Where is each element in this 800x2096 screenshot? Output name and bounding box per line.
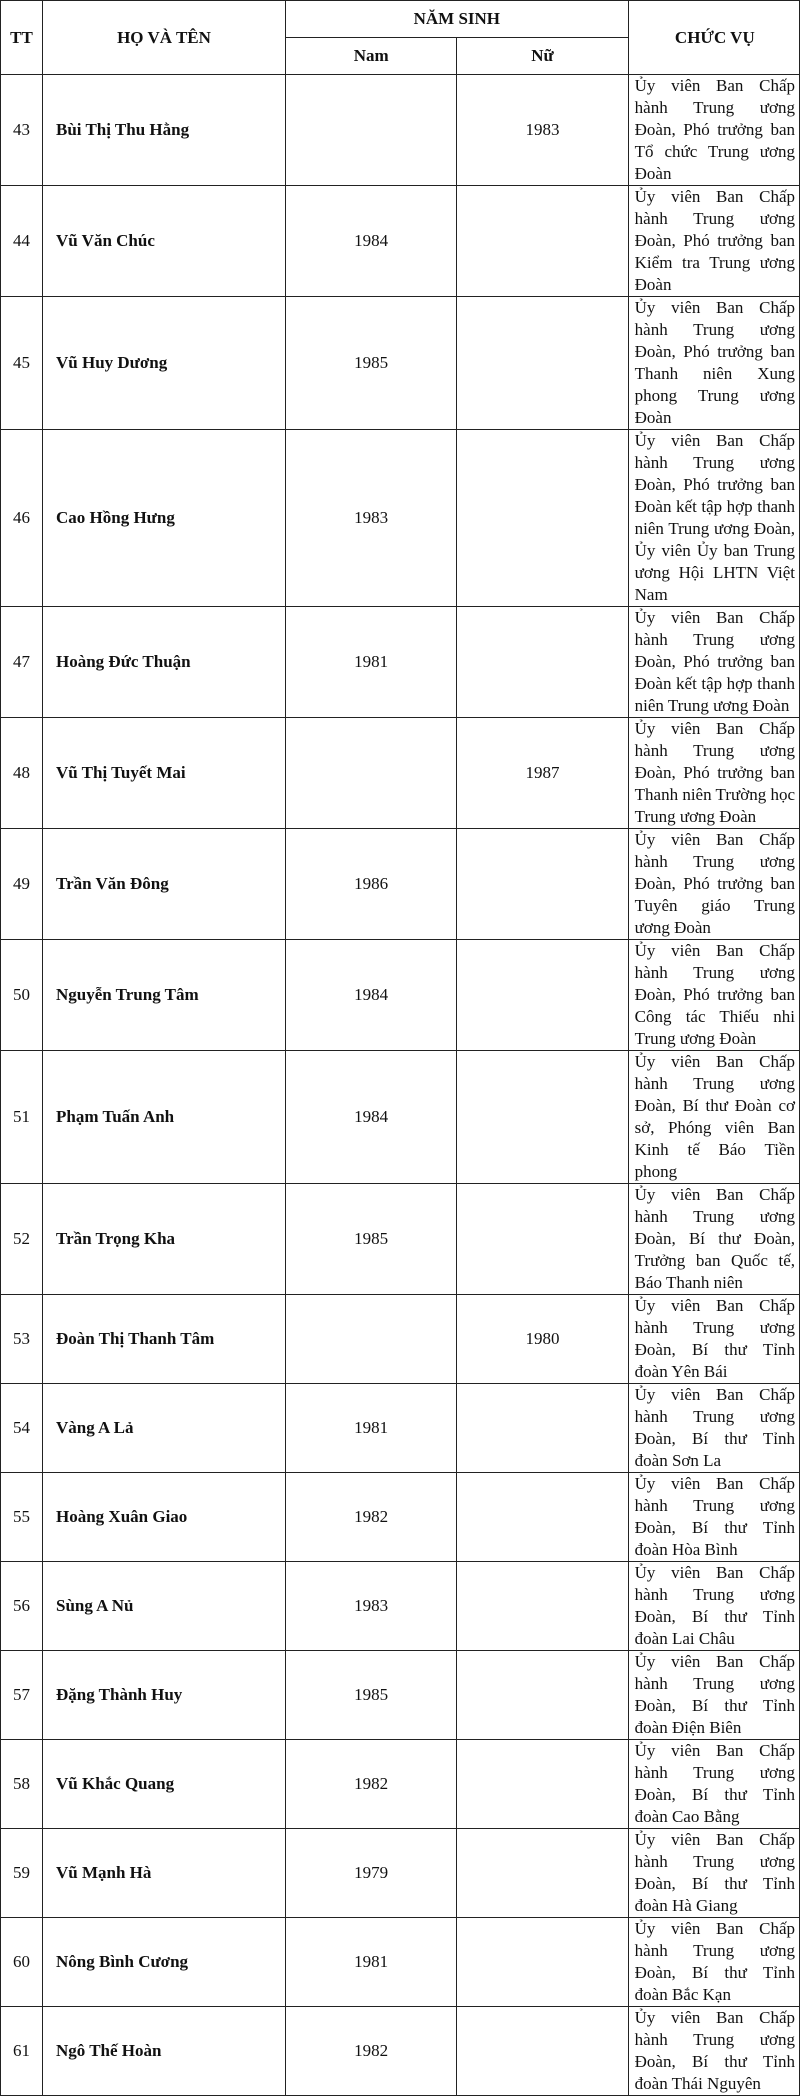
row-name: Đoàn Thị Thanh Tâm bbox=[43, 1295, 286, 1384]
row-position: Ủy viên Ban Chấp hành Trung ương Đoàn, Phó trưởng ban Công tác Thiếu nhi Trung ương Đoàn bbox=[628, 940, 799, 1051]
table-row bbox=[1, 940, 800, 1051]
table-row bbox=[1, 1740, 800, 1829]
row-tt: 61 bbox=[1, 2007, 43, 2096]
table-row bbox=[1, 1184, 800, 1295]
table-row bbox=[1, 1651, 800, 1740]
table-row bbox=[1, 75, 800, 186]
row-year-male: 1985 bbox=[286, 1651, 457, 1740]
row-year-female: 1987 bbox=[457, 718, 628, 829]
row-name: Vàng A Lả bbox=[43, 1384, 286, 1473]
table-row bbox=[1, 1829, 800, 1918]
row-position: Ủy viên Ban Chấp hành Trung ương Đoàn, Bí thư Tỉnh đoàn Cao Bằng bbox=[628, 1740, 799, 1829]
row-position: Ủy viên Ban Chấp hành Trung ương Đoàn, Bí thư Tỉnh đoàn Yên Bái bbox=[628, 1295, 799, 1384]
row-year-male bbox=[286, 718, 457, 829]
row-tt: 54 bbox=[1, 1384, 43, 1473]
row-position: Ủy viên Ban Chấp hành Trung ương Đoàn, Bí thư Tỉnh đoàn Điện Biên bbox=[628, 1651, 799, 1740]
row-year-female bbox=[457, 1829, 628, 1918]
row-tt: 45 bbox=[1, 297, 43, 430]
row-year-female: 1980 bbox=[457, 1295, 628, 1384]
row-tt: 47 bbox=[1, 607, 43, 718]
row-tt: 46 bbox=[1, 430, 43, 607]
row-position: Ủy viên Ban Chấp hành Trung ương Đoàn, Phó trưởng ban Đoàn kết tập hợp thanh niên Trung ương Đoàn bbox=[628, 607, 799, 718]
header-tt: TT bbox=[1, 1, 43, 75]
row-year-female bbox=[457, 1473, 628, 1562]
row-year-male: 1979 bbox=[286, 1829, 457, 1918]
header-position: CHỨC VỤ bbox=[628, 1, 799, 75]
row-position: Ủy viên Ban Chấp hành Trung ương Đoàn, Bí thư Tỉnh đoàn Hà Giang bbox=[628, 1829, 799, 1918]
row-year-female bbox=[457, 1562, 628, 1651]
row-name: Ngô Thế Hoàn bbox=[43, 2007, 286, 2096]
row-year-female bbox=[457, 1184, 628, 1295]
row-name: Cao Hồng Hưng bbox=[43, 430, 286, 607]
row-name: Đặng Thành Huy bbox=[43, 1651, 286, 1740]
header-male: Nam bbox=[286, 38, 457, 75]
table-body bbox=[1, 75, 800, 2096]
row-year-male: 1981 bbox=[286, 1918, 457, 2007]
row-year-male: 1985 bbox=[286, 297, 457, 430]
table-row bbox=[1, 1473, 800, 1562]
row-position: Ủy viên Ban Chấp hành Trung ương Đoàn, Bí thư Tỉnh đoàn Hòa Bình bbox=[628, 1473, 799, 1562]
row-name: Hoàng Đức Thuận bbox=[43, 607, 286, 718]
row-year-female bbox=[457, 2007, 628, 2096]
row-year-female bbox=[457, 430, 628, 607]
row-year-male: 1981 bbox=[286, 1384, 457, 1473]
row-tt: 57 bbox=[1, 1651, 43, 1740]
row-name: Nguyễn Trung Tâm bbox=[43, 940, 286, 1051]
row-name: Trần Trọng Kha bbox=[43, 1184, 286, 1295]
table-row bbox=[1, 2007, 800, 2096]
row-name: Vũ Văn Chúc bbox=[43, 186, 286, 297]
row-tt: 60 bbox=[1, 1918, 43, 2007]
row-year-female: 1983 bbox=[457, 75, 628, 186]
row-year-male: 1985 bbox=[286, 1184, 457, 1295]
row-year-female bbox=[457, 1651, 628, 1740]
row-name: Vũ Thị Tuyết Mai bbox=[43, 718, 286, 829]
table-row bbox=[1, 186, 800, 297]
row-year-male: 1984 bbox=[286, 186, 457, 297]
row-year-male: 1984 bbox=[286, 940, 457, 1051]
row-position: Ủy viên Ban Chấp hành Trung ương Đoàn, Bí thư Tỉnh đoàn Lai Châu bbox=[628, 1562, 799, 1651]
row-year-female bbox=[457, 940, 628, 1051]
row-tt: 56 bbox=[1, 1562, 43, 1651]
row-tt: 59 bbox=[1, 1829, 43, 1918]
row-year-female bbox=[457, 1740, 628, 1829]
row-tt: 52 bbox=[1, 1184, 43, 1295]
row-tt: 51 bbox=[1, 1051, 43, 1184]
table-row bbox=[1, 718, 800, 829]
row-name: Sùng A Nủ bbox=[43, 1562, 286, 1651]
row-tt: 58 bbox=[1, 1740, 43, 1829]
row-name: Bùi Thị Thu Hằng bbox=[43, 75, 286, 186]
table-row bbox=[1, 829, 800, 940]
table-row bbox=[1, 1295, 800, 1384]
table-header bbox=[1, 1, 800, 75]
header-female: Nữ bbox=[457, 38, 628, 75]
table-row bbox=[1, 297, 800, 430]
row-tt: 50 bbox=[1, 940, 43, 1051]
table-row bbox=[1, 1384, 800, 1473]
row-year-male: 1983 bbox=[286, 430, 457, 607]
table-row bbox=[1, 607, 800, 718]
table-row bbox=[1, 430, 800, 607]
row-name: Hoàng Xuân Giao bbox=[43, 1473, 286, 1562]
row-year-male: 1981 bbox=[286, 607, 457, 718]
row-position: Ủy viên Ban Chấp hành Trung ương Đoàn, Bí thư Đoàn, Trưởng ban Quốc tế, Báo Thanh niên bbox=[628, 1184, 799, 1295]
row-position: Ủy viên Ban Chấp hành Trung ương Đoàn, Bí thư Đoàn cơ sở, Phóng viên Ban Kinh tế Báo Tiền phong bbox=[628, 1051, 799, 1184]
row-name: Phạm Tuấn Anh bbox=[43, 1051, 286, 1184]
row-position: Ủy viên Ban Chấp hành Trung ương Đoàn, Phó trưởng ban Thanh niên Trường học Trung ương Đoàn bbox=[628, 718, 799, 829]
row-position: Ủy viên Ban Chấp hành Trung ương Đoàn, Bí thư Tỉnh đoàn Thái Nguyên bbox=[628, 2007, 799, 2096]
header-birth-year: NĂM SINH bbox=[286, 1, 629, 38]
row-position: Ủy viên Ban Chấp hành Trung ương Đoàn, Phó trưởng ban Thanh niên Xung phong Trung ương Đoàn bbox=[628, 297, 799, 430]
row-year-male: 1982 bbox=[286, 2007, 457, 2096]
row-year-male: 1982 bbox=[286, 1740, 457, 1829]
row-tt: 55 bbox=[1, 1473, 43, 1562]
row-year-male bbox=[286, 75, 457, 186]
row-tt: 49 bbox=[1, 829, 43, 940]
row-year-female bbox=[457, 829, 628, 940]
table-row bbox=[1, 1918, 800, 2007]
table-row bbox=[1, 1562, 800, 1651]
row-position: Ủy viên Ban Chấp hành Trung ương Đoàn, Bí thư Tỉnh đoàn Sơn La bbox=[628, 1384, 799, 1473]
row-position: Ủy viên Ban Chấp hành Trung ương Đoàn, Phó trưởng ban Đoàn kết tập hợp thanh niên Trung ương Đoàn, Ủy viên Ủy ban Trung ương Hội LHTN Việt Nam bbox=[628, 430, 799, 607]
row-year-male bbox=[286, 1295, 457, 1384]
row-year-male: 1982 bbox=[286, 1473, 457, 1562]
row-year-male: 1986 bbox=[286, 829, 457, 940]
row-year-male: 1983 bbox=[286, 1562, 457, 1651]
row-position: Ủy viên Ban Chấp hành Trung ương Đoàn, Bí thư Tỉnh đoàn Bắc Kạn bbox=[628, 1918, 799, 2007]
row-position: Ủy viên Ban Chấp hành Trung ương Đoàn, Phó trưởng ban Tổ chức Trung ương Đoàn bbox=[628, 75, 799, 186]
row-name: Vũ Mạnh Hà bbox=[43, 1829, 286, 1918]
row-tt: 44 bbox=[1, 186, 43, 297]
table-row bbox=[1, 1051, 800, 1184]
row-year-male: 1984 bbox=[286, 1051, 457, 1184]
row-year-female bbox=[457, 607, 628, 718]
row-tt: 48 bbox=[1, 718, 43, 829]
row-tt: 43 bbox=[1, 75, 43, 186]
row-name: Nông Bình Cương bbox=[43, 1918, 286, 2007]
row-position: Ủy viên Ban Chấp hành Trung ương Đoàn, Phó trưởng ban Kiểm tra Trung ương Đoàn bbox=[628, 186, 799, 297]
row-name: Trần Văn Đông bbox=[43, 829, 286, 940]
row-name: Vũ Huy Dương bbox=[43, 297, 286, 430]
row-year-female bbox=[457, 1051, 628, 1184]
header-name: HỌ VÀ TÊN bbox=[43, 1, 286, 75]
row-year-female bbox=[457, 1918, 628, 2007]
row-year-female bbox=[457, 186, 628, 297]
row-tt: 53 bbox=[1, 1295, 43, 1384]
row-name: Vũ Khắc Quang bbox=[43, 1740, 286, 1829]
row-year-female bbox=[457, 1384, 628, 1473]
row-year-female bbox=[457, 297, 628, 430]
row-position: Ủy viên Ban Chấp hành Trung ương Đoàn, Phó trưởng ban Tuyên giáo Trung ương Đoàn bbox=[628, 829, 799, 940]
